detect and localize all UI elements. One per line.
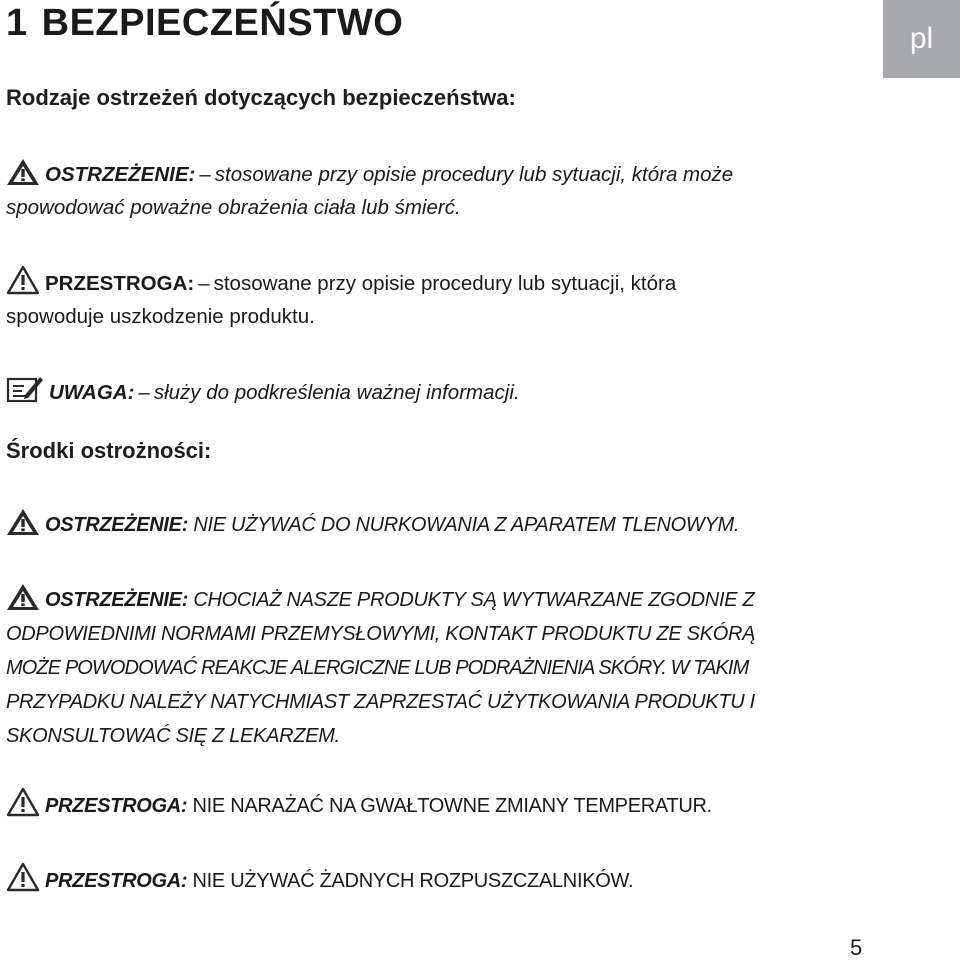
note-text: służy do podkreślenia ważnej informacji. xyxy=(153,381,520,404)
caution-triangle-icon xyxy=(6,862,40,892)
precaution-text-line-2: ODPOWIEDNIMI NORMAMI PRZEMYSŁOWYMI, KONTAKT PRODUKTU ZE SKÓRĄ xyxy=(6,623,756,645)
warning-text-line-1: stosowane przy opisie procedury lub sytuacji, która może xyxy=(214,163,734,186)
precaution-text: NIE NARAŻAĆ NA GWAŁTOWNE ZMIANY TEMPERATUR. xyxy=(192,795,712,817)
precaution-label: PRZESTROGA: xyxy=(45,795,188,817)
warning-label: OSTRZEŻENIE: xyxy=(45,163,196,186)
page-heading xyxy=(6,2,403,45)
warning-types-heading: Rodzaje ostrzeżeń dotyczących bezpieczeństwa: xyxy=(6,85,516,110)
note-pencil-icon xyxy=(6,374,44,404)
precaution-item xyxy=(6,787,956,823)
page-number: 5 xyxy=(850,935,863,960)
precaution-label: OSTRZEŻENIE: xyxy=(45,514,189,536)
caution-label: PRZESTROGA: xyxy=(45,272,195,295)
precaution-text: NIE UŻYWAĆ DO NURKOWANIA Z APARATEM TLENOWYM. xyxy=(193,514,740,536)
caution-text-line-2: spowoduje uszkodzenie produktu. xyxy=(6,305,315,328)
precaution-item xyxy=(6,508,956,542)
warning-text-line-2: spowodować poważne obrażenia ciała lub śmierć. xyxy=(6,196,461,219)
precaution-text-line-1: CHOCIAŻ NASZE PRODUKTY SĄ WYTWARZANE ZGODNIE Z xyxy=(193,589,755,611)
section-number: 1 xyxy=(6,2,28,44)
precaution-label: PRZESTROGA: xyxy=(45,870,188,892)
precaution-text-line-5: SKONSULTOWAĆ SIĘ Z LEKARZEM. xyxy=(6,725,340,747)
precaution-text-line-4: PRZYPADKU NALEŻY NATYCHMIAST ZAPRZESTAĆ UŻYTKOWANIA PRODUKTU I xyxy=(6,691,755,713)
precautions-heading: Środki ostrożności: xyxy=(6,438,212,463)
warning-triangle-icon xyxy=(6,583,40,611)
note-definition: UWAGA: – służy do podkreślenia ważnej informacji. xyxy=(6,374,906,409)
note-label: UWAGA: xyxy=(49,381,135,404)
precaution-item xyxy=(6,862,956,898)
language-tab: pl xyxy=(883,0,960,78)
warning-definition: OSTRZEŻENIE: – stosowane przy opisie procedury lub sytuacji, która może spowodować poważne obrażenia ciała lub śmierć. xyxy=(6,158,906,224)
caution-definition: PRZESTROGA: – stosowane przy opisie procedury lub sytuacji, która spowoduje uszkodzenie produktu. xyxy=(6,265,906,333)
precaution-item xyxy=(6,583,956,753)
warning-triangle-icon xyxy=(6,158,40,186)
precaution-text-line-3: MOŻE POWODOWAĆ REAKCJE ALERGICZNE LUB PODRAŻNIENIA SKÓRY. W TAKIM xyxy=(6,657,749,679)
caution-text-line-1: stosowane przy opisie procedury lub sytuacji, która xyxy=(213,272,677,295)
precaution-text: NIE UŻYWAĆ ŻADNYCH ROZPUSZCZALNIKÓW. xyxy=(192,870,634,892)
section-title: BEZPIECZEŃSTWO xyxy=(41,2,404,44)
warning-triangle-icon xyxy=(6,508,40,536)
caution-triangle-icon xyxy=(6,265,40,295)
precaution-label: OSTRZEŻENIE: xyxy=(45,589,189,611)
caution-triangle-icon xyxy=(6,787,40,817)
